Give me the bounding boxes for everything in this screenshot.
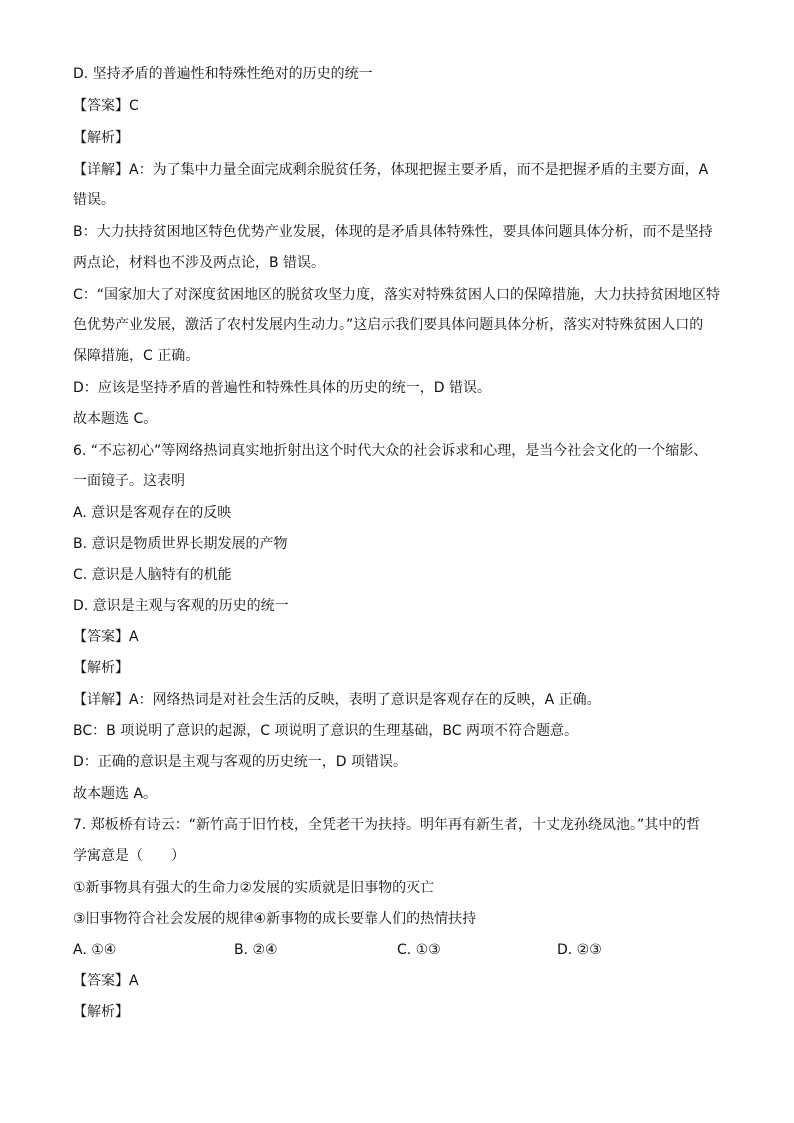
text-line: D：正确的意识是主观与客观的历史统一，D 项错误。 bbox=[73, 754, 408, 770]
question-7-statement: ③旧事物符合社会发展的规律④新事物的成长要靠人们的热情扶持 bbox=[73, 911, 477, 927]
text-line: B：大力扶持贫困地区特色优势产业发展，体现的是矛盾具体特殊性，要具体问题具体分析，而不是坚持 bbox=[73, 224, 713, 240]
question-7-option-b: B. ②④ bbox=[234, 942, 278, 958]
analysis-label: 【解析】 bbox=[73, 1004, 129, 1020]
text-line: 故本题选 A。 bbox=[73, 786, 158, 802]
text-line: 错误。 bbox=[73, 192, 115, 208]
question-7-statement: ①新事物具有强大的生命力②发展的实质就是旧事物的灭亡 bbox=[73, 880, 435, 896]
text-line: D. 坚持矛盾的普遍性和特殊性绝对的历史的统一 bbox=[73, 66, 373, 82]
question-7-stem: 7. 郑板桥有诗云：“新竹高于旧竹枝，全凭老干为扶持。明年再有新生者，十丈龙孙绕凤池。”其中的哲 bbox=[73, 817, 701, 833]
text-line: 故本题选 C。 bbox=[73, 411, 158, 427]
question-6-option-c: C. 意识是人脑特有的机能 bbox=[73, 567, 232, 583]
question-6-option-b: B. 意识是物质世界长期发展的产物 bbox=[73, 536, 288, 552]
question-7-stem: 学寓意是（ ） bbox=[73, 848, 185, 864]
text-line: BC：B 项说明了意识的起源，C 项说明了意识的生理基础，BC 两项不符合题意。 bbox=[73, 723, 578, 739]
answer-label: 【答案】C bbox=[73, 98, 139, 114]
text-line: 保障措施，C 正确。 bbox=[73, 348, 200, 364]
analysis-label: 【解析】 bbox=[73, 130, 129, 146]
text-line: 两点论，材料也不涉及两点论，B 错误。 bbox=[73, 255, 326, 271]
question-7-option-c: C. ①③ bbox=[397, 942, 441, 958]
question-6-option-d: D. 意识是主观与客观的历史的统一 bbox=[73, 598, 289, 614]
text-line: 【详解】A：为了集中力量全面完成剩余脱贫任务，体现把握主要矛盾，而不是把握矛盾的主要方面，A bbox=[73, 162, 709, 178]
answer-label: 【答案】A bbox=[73, 973, 139, 989]
answer-label: 【答案】A bbox=[73, 629, 139, 645]
question-6-stem: 6. “不忘初心”等网络热词真实地折射出这个时代大众的社会诉求和心理，是当今社会文化的一个缩影、 bbox=[73, 443, 708, 459]
text-line: C：“国家加大了对深度贫困地区的脱贫攻坚力度，落实对特殊贫困人口的保障措施，大力扶持贫困地区特 bbox=[73, 287, 721, 303]
question-7-option-a: A. ①④ bbox=[73, 942, 117, 958]
analysis-label: 【解析】 bbox=[73, 660, 129, 676]
question-7-option-d: D. ②③ bbox=[557, 942, 602, 958]
text-line: D：应该是坚持矛盾的普遍性和特殊性具体的历史的统一，D 错误。 bbox=[73, 380, 492, 396]
text-line: 色优势产业发展，激活了农村发展内生动力。”这启示我们要具体问题具体分析，落实对特殊贫困人口的 bbox=[73, 317, 704, 333]
question-6-stem: 一面镜子。这表明 bbox=[73, 473, 185, 489]
question-6-option-a: A. 意识是客观存在的反映 bbox=[73, 505, 232, 521]
text-line: 【详解】A：网络热词是对社会生活的反映，表明了意识是客观存在的反映，A 正确。 bbox=[73, 692, 601, 708]
